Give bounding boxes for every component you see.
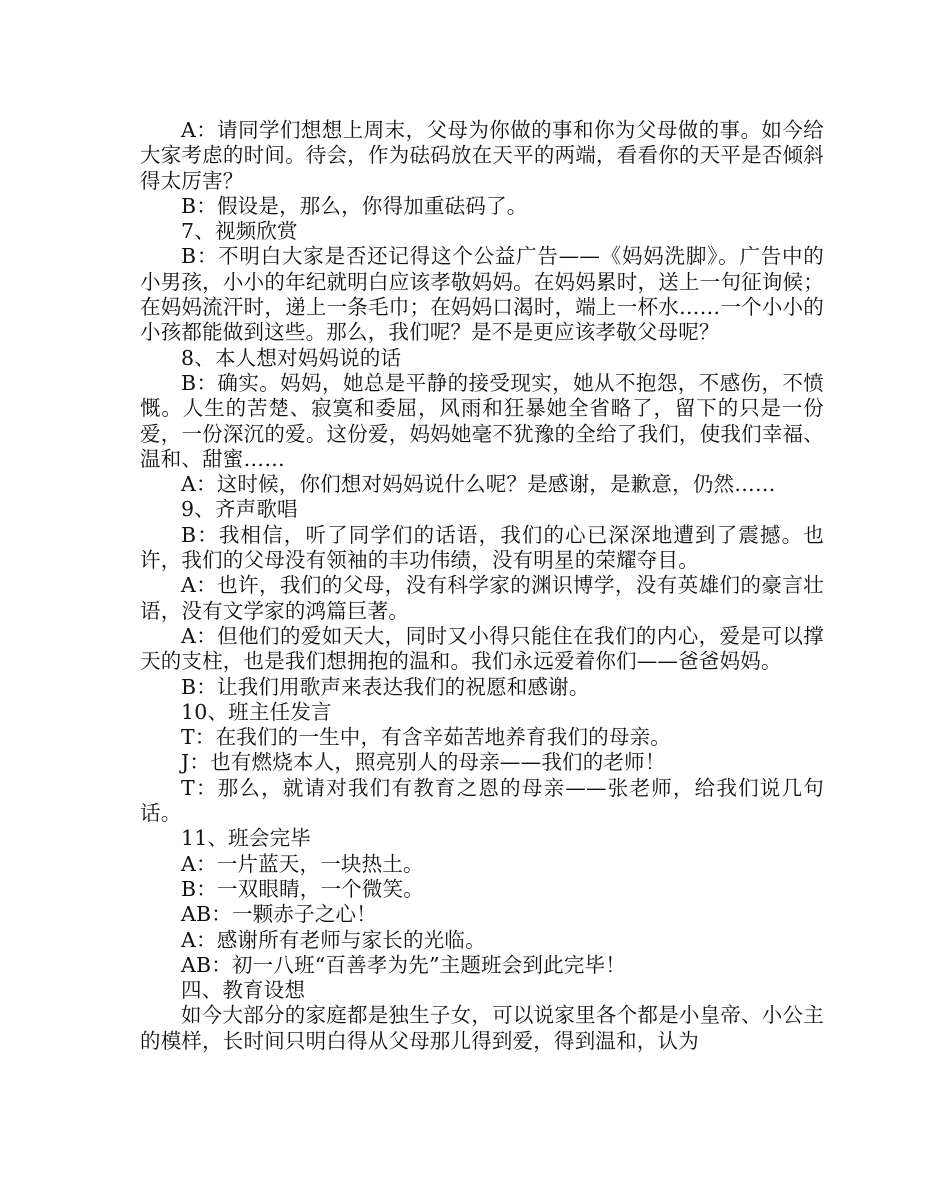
paragraph-15: AB：一颗赤子之心！: [181, 902, 377, 927]
section-heading-closing: 11、班会完毕: [181, 826, 311, 851]
document-page: [140, 118, 824, 1054]
paragraph-17: AB：初一八班“百善孝为先”主题班会到此完毕！: [181, 952, 626, 977]
section-heading-words-to-mom: 8、本人想对妈妈说的话: [181, 345, 402, 370]
paragraph-5: A：这时候，你们想对妈妈说什么呢？是感谢，是歉意，仍然……: [181, 472, 776, 497]
paragraph-8: A：但他们的爱如天大，同时又小得只能住在我们的内心，爱是可以撑天的支柱，也是我们想拥抱的温和。我们永远爱着你们——爸爸妈妈。: [140, 623, 824, 674]
paragraph-16: A：感谢所有老师与家长的光临。: [181, 927, 486, 952]
paragraph-10: T：在我们的一生中，有含辛茹苦地养育我们的母亲。: [181, 725, 671, 750]
paragraph-11: J：也有燃烧本人，照亮别人的母亲——我们的老师！: [181, 750, 666, 775]
section-heading-education-idea: 四、教育设想: [181, 978, 306, 1003]
paragraph-2: B：假设是，那么，你得加重砝码了。: [181, 193, 528, 218]
section-heading-teacher-speech: 10、班主任发言: [181, 699, 332, 724]
paragraph-13: A：一片蓝天，一块热土。: [181, 851, 424, 876]
paragraph-7: A：也许，我们的父母，没有科学家的渊识博学，没有英雄们的豪言壮语，没有文学家的鸿篇巨著。: [140, 573, 824, 623]
paragraph-1: A：请同学们想想上周末，父母为你做的事和你为父母做的事。如今给大家考虑的时间。待会，作为砝码放在天平的两端，看看你的天平是否倾斜得太厉害？: [140, 118, 824, 193]
paragraph-6: B：我相信，听了同学们的话语，我们的心已深深地遭到了震撼。也许，我们的父母没有领袖的丰功伟绩，没有明星的荣耀夺目。: [140, 522, 824, 573]
paragraph-14: B：一双眼睛，一个微笑。: [181, 876, 424, 901]
section-heading-singing: 9、齐声歌唱: [181, 497, 298, 522]
paragraph-18: 如今大部分的家庭都是独生子女，可以说家里各个都是小皇帝、小公主的模样，长时间只明白得从父母那儿得到爱，得到温和，认为: [140, 1003, 824, 1053]
section-heading-video: 7、视频欣赏: [181, 219, 298, 244]
paragraph-9: B：让我们用歌声来表达我们的祝愿和感谢。: [181, 674, 590, 699]
paragraph-3: B：不明白大家是否还记得这个公益广告——《妈妈洗脚》。广告中的小男孩，小小的年纪就明白应该孝敬妈妈。在妈妈累时，送上一句征询候；在妈妈流汗时，递上一条毛巾；在妈妈口渴时，端上一杯水……一个小小的小孩都能做到这些。那么，我们呢？是不是更应该孝敬父母呢？: [140, 244, 824, 345]
paragraph-12: T：那么，就请对我们有教育之恩的母亲——张老师，给我们说几句话。: [140, 775, 824, 826]
paragraph-4: B：确实。妈妈，她总是平静的接受现实，她从不抱怨，不感伤，不愤慨。人生的苦楚、寂寞和委屈，风雨和狂暴她全省略了，留下的只是一份爱，一份深沉的爱。这份爱，妈妈她毫不犹豫的全给了我们，使我们幸福、温和、甜蜜……: [140, 370, 824, 471]
